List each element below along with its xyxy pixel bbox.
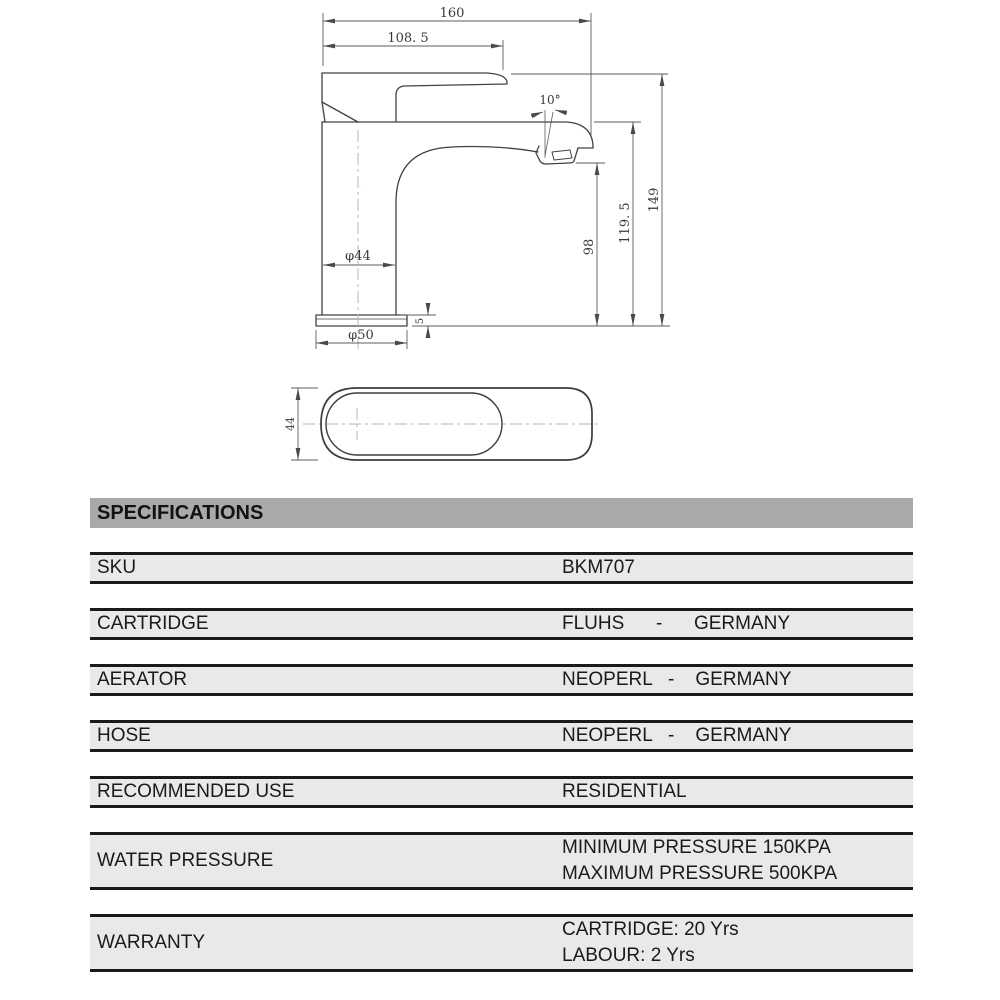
base-plate	[316, 315, 407, 326]
aerator-face	[552, 150, 572, 160]
handle-lever-outline	[322, 73, 507, 121]
dim-160-label: 160	[439, 6, 465, 21]
spec-value	[562, 667, 791, 693]
ext-lines	[291, 13, 670, 460]
spec-value	[562, 555, 635, 581]
spec-row	[90, 914, 913, 972]
angle-10-arrow-left	[531, 112, 543, 116]
spout-underside-curve	[396, 147, 538, 315]
spec-value	[562, 779, 687, 805]
spec-label: HOSE	[97, 725, 151, 746]
dim-d44-label: φ44	[345, 249, 371, 264]
dim-10deg-label: 10°	[539, 93, 561, 107]
spec-label: CARTRIDGE	[97, 613, 209, 634]
spec-value-line: FLUHS - GERMANY	[562, 613, 791, 634]
spec-value	[562, 917, 739, 969]
dim-44-label: 44	[284, 417, 297, 431]
spec-value-line: LABOUR: 2 Yrs	[562, 945, 695, 966]
spec-value-line: CARTRIDGE: 20 Yrs	[562, 919, 739, 940]
spec-row	[90, 552, 913, 584]
spec-value	[562, 611, 790, 637]
spec-value-line: NEOPERL - GERMANY	[562, 725, 792, 746]
spec-label: AERATOR	[97, 669, 188, 690]
specifications-header: SPECIFICATIONS	[90, 498, 913, 528]
specifications-table	[90, 498, 913, 972]
angle-10-lines	[545, 110, 553, 158]
spec-label: SKU	[97, 557, 137, 578]
spec-rows	[90, 552, 913, 972]
spec-value-line: RESIDENTIAL	[562, 781, 687, 802]
spec-value-line: NEOPERL - GERMANY	[562, 669, 792, 690]
handle-pivot-wedge	[322, 73, 358, 122]
spec-value-line: MAXIMUM PRESSURE 500KPA	[562, 863, 838, 884]
spec-row	[90, 776, 913, 808]
spec-value-line: MINIMUM PRESSURE 150KPA	[562, 837, 831, 858]
spec-row	[90, 608, 913, 640]
spout-top-outline	[322, 122, 593, 148]
dim-108-label: 108. 5	[387, 31, 429, 46]
dimension-lines	[291, 13, 670, 460]
spec-row	[90, 664, 913, 696]
angle-10-arrow-right	[555, 110, 567, 113]
spec-value	[562, 723, 791, 749]
spec-value-line: BKM707	[562, 557, 635, 578]
dim-149-label: 149	[647, 187, 662, 213]
spec-label: WATER PRESSURE	[97, 850, 274, 871]
spec-label: WARRANTY	[97, 932, 206, 953]
dim-5-label: 5	[415, 317, 426, 325]
dim-98-label: 98	[582, 238, 597, 256]
spec-row	[90, 832, 913, 890]
dim-119-label: 119. 5	[618, 202, 633, 244]
dimension-labels	[284, 6, 662, 431]
spec-row	[90, 720, 913, 752]
technical-drawing	[0, 0, 1000, 490]
dim-d50-label: φ50	[348, 328, 374, 343]
spec-label: RECOMMENDED USE	[97, 781, 295, 802]
spec-value	[562, 835, 837, 887]
